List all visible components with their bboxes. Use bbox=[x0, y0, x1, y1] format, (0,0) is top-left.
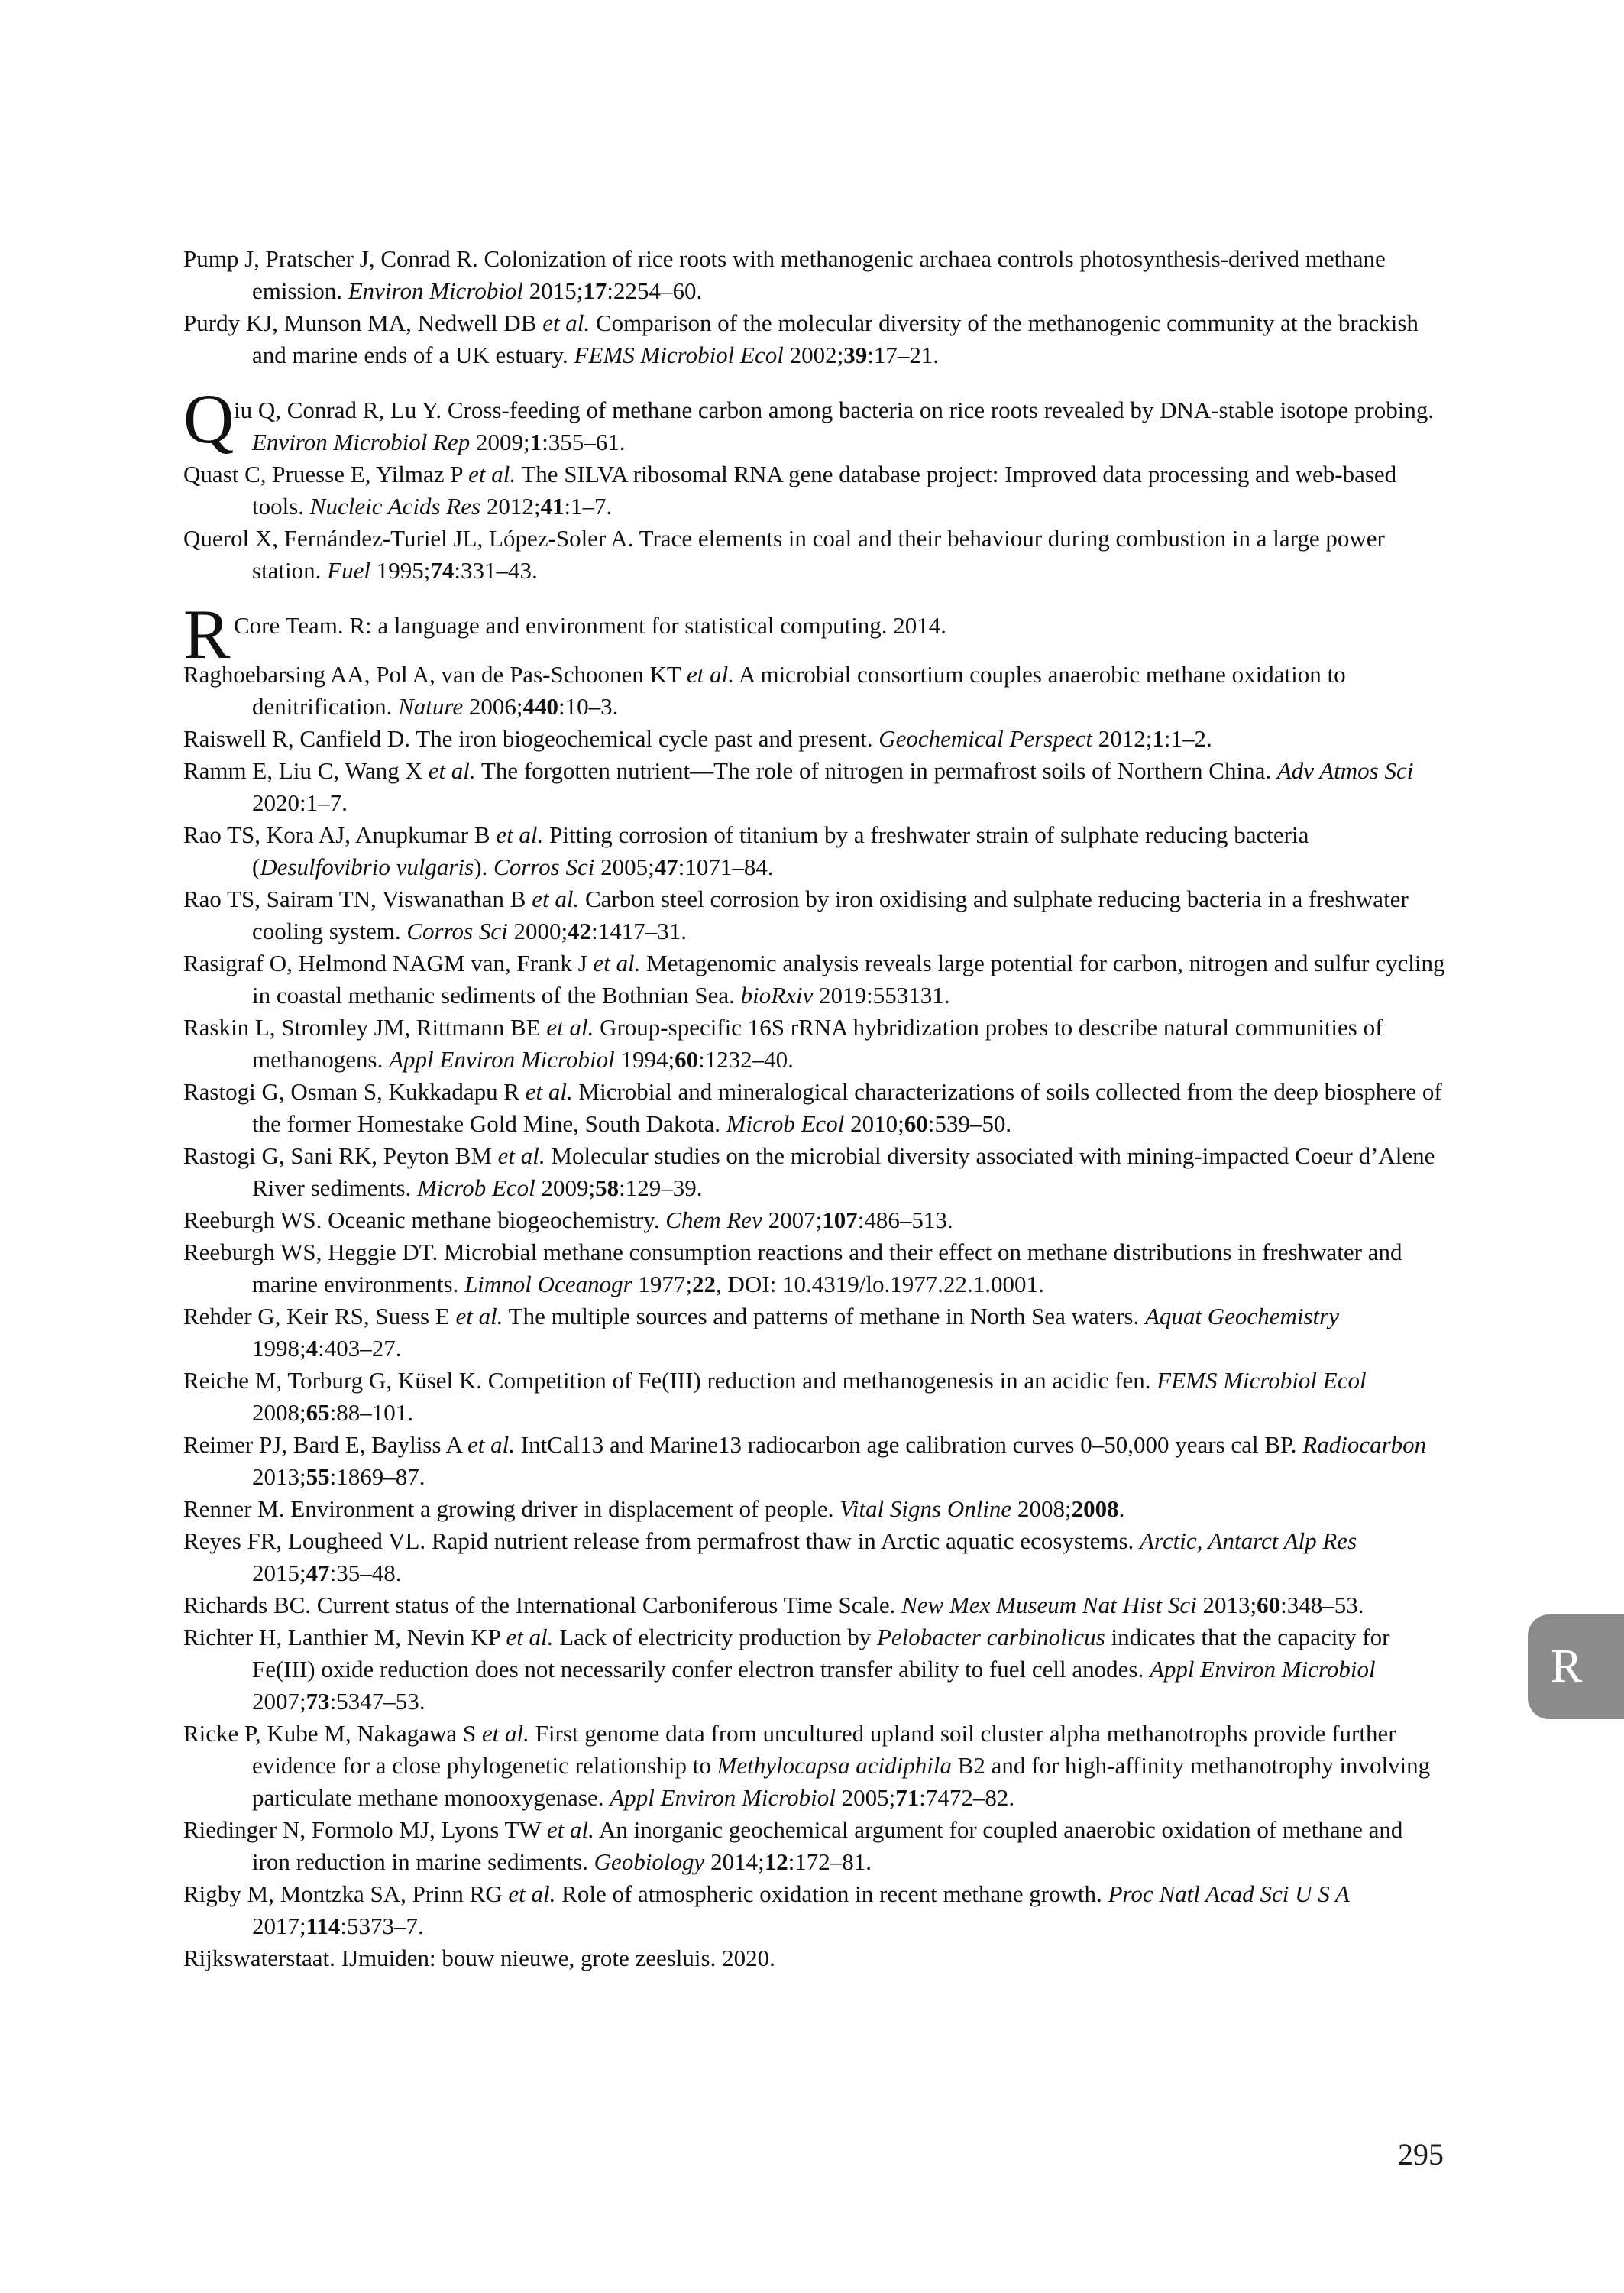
reference-entry bbox=[183, 1718, 1445, 1814]
reference-text: et al. bbox=[532, 886, 580, 912]
reference-text: Environ Microbiol Rep bbox=[252, 429, 471, 455]
reference-entry bbox=[183, 1204, 1445, 1236]
reference-text: 58 bbox=[595, 1174, 620, 1201]
reference-text: 1998; bbox=[252, 1335, 306, 1362]
reference-entry bbox=[183, 1365, 1445, 1429]
reference-text: 60 bbox=[1257, 1592, 1281, 1618]
reference-text: Reyes FR, Lougheed VL. Rapid nutrient release from permafrost thaw in Arctic aquatic ecosystems. bbox=[183, 1527, 1140, 1554]
reference-text: Corros Sci bbox=[493, 853, 595, 880]
reference-text: Pitting corrosion of titanium by a freshwater strain of sulphate reducing bacteria ( bbox=[252, 821, 1309, 880]
reference-text: Appl Environ Microbiol bbox=[610, 1784, 836, 1811]
reference-text: Metagenomic analysis reveals large potential for carbon, nitrogen and sulfur cycling in coastal methanic sediments of the Bothnian Sea. bbox=[252, 950, 1445, 1009]
reference-text: :403–27. bbox=[318, 1335, 402, 1362]
reference-text: 1 bbox=[529, 429, 542, 455]
reference-text: et al. bbox=[508, 1880, 556, 1907]
reference-text: :1232–40. bbox=[698, 1046, 794, 1073]
reference-entry bbox=[183, 1493, 1445, 1525]
reference-text: Raghoebarsing AA, Pol A, van de Pas-Schoonen KT bbox=[183, 661, 687, 688]
reference-text: 440 bbox=[522, 693, 558, 720]
reference-text: :348–53. bbox=[1280, 1592, 1364, 1618]
reference-text: . bbox=[1118, 1495, 1125, 1522]
reference-entry bbox=[183, 1300, 1445, 1365]
reference-text: 2008; bbox=[252, 1399, 306, 1426]
reference-text: et al. bbox=[496, 821, 544, 848]
reference-text: Appl Environ Microbiol bbox=[1149, 1656, 1376, 1683]
reference-entry bbox=[183, 523, 1445, 587]
reference-entry bbox=[183, 1621, 1445, 1718]
reference-text: ). bbox=[474, 853, 494, 880]
reference-text: Adv Atmos Sci bbox=[1276, 757, 1414, 784]
reference-text: et al. bbox=[593, 950, 641, 976]
reference-text: indicates that the capacity for Fe(III) oxide reduction does not necessarily confer electron transfer ability to fuel cell anodes. bbox=[252, 1624, 1390, 1683]
reference-entry bbox=[183, 380, 1445, 458]
reference-text: Richards BC. Current status of the International Carboniferous Time Scale. bbox=[183, 1592, 902, 1618]
reference-text: Reiche M, Torburg G, Küsel K. Competition of Fe(III) reduction and methanogenesis in an acidic fen. bbox=[183, 1367, 1157, 1394]
reference-entry bbox=[183, 243, 1445, 307]
reference-text: :1869–87. bbox=[329, 1463, 425, 1490]
reference-text: :331–43. bbox=[454, 557, 538, 584]
section-tab-letter: R bbox=[1551, 1640, 1583, 1692]
reference-text: 2009; bbox=[470, 429, 530, 455]
reference-text: Richter H, Lanthier M, Nevin KP bbox=[183, 1624, 506, 1650]
reference-text: 2020:1–7. bbox=[252, 789, 348, 816]
reference-entry bbox=[183, 1236, 1445, 1300]
reference-text: :35–48. bbox=[329, 1559, 402, 1586]
reference-text: :486–513. bbox=[857, 1206, 953, 1233]
reference-entry bbox=[183, 947, 1445, 1012]
reference-text: 2012; bbox=[1092, 725, 1153, 752]
reference-entry bbox=[183, 1076, 1445, 1140]
reference-text: Radiocarbon bbox=[1302, 1431, 1427, 1458]
reference-text: Geochemical Perspect bbox=[878, 725, 1092, 752]
reference-text: 65 bbox=[306, 1399, 330, 1426]
reference-text: 2010; bbox=[844, 1110, 904, 1137]
reference-entry bbox=[183, 1525, 1445, 1589]
reference-text: 2008; bbox=[1011, 1495, 1072, 1522]
reference-text: Environ Microbiol bbox=[348, 277, 524, 304]
reference-text: Raskin L, Stromley JM, Rittmann BE bbox=[183, 1014, 547, 1041]
reference-text: Reeburgh WS, Heggie DT. Microbial methane consumption reactions and their effect on methane distributions in freshwater and marine environments. bbox=[183, 1239, 1402, 1297]
reference-text: 22 bbox=[692, 1271, 717, 1297]
reference-text: Pump J, Pratscher J, Conrad R. Colonization of rice roots with methanogenic archaea controls photosynthesis-derived methane emission. bbox=[183, 245, 1386, 304]
reference-text: The multiple sources and patterns of methane in North Sea waters. bbox=[503, 1303, 1145, 1329]
reference-text: :1417–31. bbox=[591, 918, 687, 944]
reference-text: et al. bbox=[546, 1014, 594, 1041]
reference-text: Rao TS, Sairam TN, Viswanathan B bbox=[183, 886, 532, 912]
reference-text: 2005; bbox=[835, 1784, 896, 1811]
reference-list bbox=[183, 243, 1445, 1974]
reference-text: 55 bbox=[306, 1463, 330, 1490]
reference-text: Raiswell R, Canfield D. The iron biogeochemical cycle past and present. bbox=[183, 725, 879, 752]
reference-text: 114 bbox=[306, 1912, 341, 1939]
reference-text: Renner M. Environment a growing driver in displacement of people. bbox=[183, 1495, 840, 1522]
reference-text: 107 bbox=[822, 1206, 858, 1233]
reference-text: :17–21. bbox=[867, 342, 940, 368]
reference-text: :129–39. bbox=[619, 1174, 703, 1201]
reference-text: Limnol Oceanogr bbox=[464, 1271, 632, 1297]
reference-text: 17 bbox=[583, 277, 607, 304]
reference-text: 2017; bbox=[252, 1912, 306, 1939]
reference-text: 47 bbox=[654, 853, 678, 880]
reference-text: Desulfovibrio vulgaris bbox=[260, 853, 474, 880]
reference-text: et al. bbox=[546, 1816, 594, 1843]
reference-text: :88–101. bbox=[329, 1399, 413, 1426]
reference-text: Corros Sci bbox=[406, 918, 508, 944]
reference-text: et al. bbox=[686, 661, 734, 688]
reference-entry bbox=[183, 1012, 1445, 1076]
reference-entry bbox=[183, 1814, 1445, 1878]
reference-text: Rijkswaterstaat. IJmuiden: bouw nieuwe, grote zeesluis. 2020. bbox=[183, 1945, 775, 1971]
reference-entry bbox=[183, 458, 1445, 523]
reference-entry bbox=[183, 723, 1445, 755]
reference-text: Nucleic Acids Res bbox=[309, 493, 481, 520]
reference-text: Nature bbox=[398, 693, 464, 720]
reference-text: Molecular studies on the microbial diversity associated with mining-impacted Coeur d’Alene River sediments. bbox=[252, 1142, 1435, 1201]
reference-text: bioRxiv bbox=[740, 982, 814, 1009]
reference-text: 2013; bbox=[252, 1463, 306, 1490]
reference-text: 1994; bbox=[614, 1046, 675, 1073]
reference-text: :5373–7. bbox=[340, 1912, 424, 1939]
reference-text: 2005; bbox=[594, 853, 655, 880]
reference-text: 1 bbox=[1152, 725, 1164, 752]
reference-entry bbox=[183, 1429, 1445, 1493]
reference-text: et al. bbox=[542, 309, 590, 336]
reference-text: Arctic, Antarct Alp Res bbox=[1140, 1527, 1357, 1554]
reference-text: Geobiology bbox=[594, 1848, 705, 1875]
reference-entry bbox=[183, 1140, 1445, 1204]
reference-text: Lack of electricity production by bbox=[553, 1624, 877, 1650]
reference-text: 71 bbox=[895, 1784, 920, 1811]
reference-text: FEMS Microbiol Ecol bbox=[1157, 1367, 1367, 1394]
reference-text: Aquat Geochemistry bbox=[1144, 1303, 1339, 1329]
reference-text: 2000; bbox=[507, 918, 568, 944]
reference-text: :2254–60. bbox=[607, 277, 703, 304]
reference-text: 2015; bbox=[252, 1559, 306, 1586]
reference-text: Chem Rev bbox=[665, 1206, 762, 1233]
reference-entry bbox=[183, 755, 1445, 819]
reference-text: et al. bbox=[455, 1303, 503, 1329]
reference-text: Vital Signs Online bbox=[839, 1495, 1012, 1522]
reference-text: :1071–84. bbox=[678, 853, 774, 880]
page-number: 295 bbox=[1398, 2137, 1444, 2172]
reference-text: 2015; bbox=[523, 277, 584, 304]
reference-text: Role of atmospheric oxidation in recent methane growth. bbox=[555, 1880, 1108, 1907]
reference-text: :5347–53. bbox=[329, 1688, 425, 1715]
reference-text: :539–50. bbox=[927, 1110, 1012, 1137]
reference-text: 2007; bbox=[252, 1688, 306, 1715]
reference-text: FEMS Microbiol Ecol bbox=[574, 342, 784, 368]
reference-text: New Mex Museum Nat Hist Sci bbox=[901, 1592, 1197, 1618]
reference-entry bbox=[183, 883, 1445, 947]
reference-text: Rigby M, Montzka SA, Prinn RG bbox=[183, 1880, 509, 1907]
reference-text: Core Team. R: a language and environment for statistical computing. 2014. bbox=[234, 612, 947, 639]
reference-text: 2009; bbox=[535, 1174, 596, 1201]
reference-text: First genome data from uncultured upland soil cluster alpha methanotrophs provide further evidence for a close phylogenetic relationship to bbox=[252, 1720, 1396, 1779]
reference-text: :1–7. bbox=[564, 493, 613, 520]
reference-text: , DOI: 10.4319/lo.1977.22.1.0001. bbox=[716, 1271, 1044, 1297]
reference-text: Fuel bbox=[327, 557, 370, 584]
reference-text: 39 bbox=[843, 342, 868, 368]
reference-entry bbox=[183, 1942, 1445, 1974]
reference-entry bbox=[183, 1589, 1445, 1621]
reference-text: iu Q, Conrad R, Lu Y. Cross-feeding of methane carbon among bacteria on rice roots revealed by DNA-stable isotope probing. bbox=[234, 397, 1435, 423]
reference-text: 1977; bbox=[632, 1271, 693, 1297]
reference-text: Rastogi G, Sani RK, Peyton BM bbox=[183, 1142, 498, 1169]
reference-text: 2014; bbox=[704, 1848, 765, 1875]
reference-text: Comparison of the molecular diversity of the methanogenic community at the brackish and marine ends of a UK estuary. bbox=[252, 309, 1419, 368]
reference-entry bbox=[183, 307, 1445, 371]
reference-text: Pelobacter carbinolicus bbox=[876, 1624, 1105, 1650]
reference-text: Microb Ecol bbox=[417, 1174, 535, 1201]
reference-text: B2 and for high-affinity methanotrophy involving particulate methane monooxygenase. bbox=[252, 1752, 1431, 1811]
reference-entry bbox=[183, 1878, 1445, 1942]
reference-text: 1995; bbox=[370, 557, 431, 584]
reference-text: Ricke P, Kube M, Nakagawa S bbox=[183, 1720, 482, 1747]
drop-cap: R bbox=[183, 595, 231, 673]
reference-text: 4 bbox=[306, 1335, 319, 1362]
reference-text: Carbon steel corrosion by iron oxidising and sulphate reducing bacteria in a freshwater cooling system. bbox=[252, 886, 1409, 944]
reference-text: Rao TS, Kora AJ, Anupkumar B bbox=[183, 821, 497, 848]
reference-text: :355–61. bbox=[542, 429, 626, 455]
reference-text: 60 bbox=[904, 1110, 928, 1137]
reference-text: Riedinger N, Formolo MJ, Lyons TW bbox=[183, 1816, 547, 1843]
reference-text: 60 bbox=[675, 1046, 699, 1073]
reference-text: 42 bbox=[568, 918, 592, 944]
reference-text: 2006; bbox=[463, 693, 523, 720]
reference-text: 12 bbox=[764, 1848, 788, 1875]
reference-text: 41 bbox=[540, 493, 565, 520]
reference-text: 2013; bbox=[1196, 1592, 1257, 1618]
reference-text: :1–2. bbox=[1163, 725, 1212, 752]
drop-cap: Q bbox=[183, 380, 235, 458]
reference-text: Rastogi G, Osman S, Kukkadapu R bbox=[183, 1078, 526, 1105]
reference-text: et al. bbox=[506, 1624, 554, 1650]
reference-text: et al. bbox=[467, 1431, 515, 1458]
reference-text: Methylocapsa acidiphila bbox=[717, 1752, 952, 1779]
section-tab-r bbox=[1528, 1614, 1624, 1719]
reference-text: Reeburgh WS. Oceanic methane biogeochemistry. bbox=[183, 1206, 666, 1233]
reference-entry bbox=[183, 659, 1445, 723]
reference-text: Ramm E, Liu C, Wang X bbox=[183, 757, 429, 784]
reference-text: 2019:553131. bbox=[813, 982, 950, 1009]
reference-text: 2012; bbox=[480, 493, 541, 520]
reference-text: A microbial consortium couples anaerobic methane oxidation to denitrification. bbox=[252, 661, 1346, 720]
reference-text: Purdy KJ, Munson MA, Nedwell DB bbox=[183, 309, 543, 336]
reference-text: 2002; bbox=[783, 342, 844, 368]
reference-text: Rasigraf O, Helmond NAGM van, Frank J bbox=[183, 950, 594, 976]
reference-text: :7472–82. bbox=[919, 1784, 1015, 1811]
reference-text: et al. bbox=[428, 757, 476, 784]
reference-text: Quast C, Pruesse E, Yilmaz P bbox=[183, 461, 469, 487]
reference-text: et al. bbox=[525, 1078, 573, 1105]
reference-text: Proc Natl Acad Sci U S A bbox=[1108, 1880, 1350, 1907]
reference-text: Group-specific 16S rRNA hybridization probes to describe natural communities of methanogens. bbox=[252, 1014, 1383, 1073]
reference-text: IntCal13 and Marine13 radiocarbon age calibration curves 0–50,000 years cal BP. bbox=[515, 1431, 1303, 1458]
reference-text: 74 bbox=[430, 557, 455, 584]
reference-text: An inorganic geochemical argument for coupled anaerobic oxidation of methane and iron reduction in marine sediments. bbox=[252, 1816, 1403, 1875]
reference-text: Querol X, Fernández-Turiel JL, López-Soler A. Trace elements in coal and their behaviour during combustion in a large power station. bbox=[183, 525, 1385, 584]
reference-text: 47 bbox=[306, 1559, 330, 1586]
reference-text: Microb Ecol bbox=[726, 1110, 845, 1137]
reference-text: The forgotten nutrient—The role of nitrogen in permafrost soils of Northern China. bbox=[475, 757, 1277, 784]
reference-text: et al. bbox=[468, 461, 516, 487]
reference-text: et al. bbox=[497, 1142, 545, 1169]
reference-text: et al. bbox=[481, 1720, 529, 1747]
reference-text: 2007; bbox=[762, 1206, 823, 1233]
reference-text: Microbial and mineralogical characterizations of soils collected from the deep biosphere of the former Homestake Gold Mine, South Dakota. bbox=[252, 1078, 1442, 1137]
reference-entry bbox=[183, 819, 1445, 883]
reference-text: The SILVA ribosomal RNA gene database project: Improved data processing and web-based tools. bbox=[252, 461, 1397, 520]
reference-text: Appl Environ Microbiol bbox=[389, 1046, 615, 1073]
reference-text: 2008 bbox=[1071, 1495, 1119, 1522]
reference-text: :10–3. bbox=[558, 693, 619, 720]
reference-text: 73 bbox=[306, 1688, 330, 1715]
reference-text: Reimer PJ, Bard E, Bayliss A bbox=[183, 1431, 467, 1458]
reference-text: Rehder G, Keir RS, Suess E bbox=[183, 1303, 456, 1329]
reference-text: :172–81. bbox=[788, 1848, 872, 1875]
reference-entry bbox=[183, 595, 1445, 673]
